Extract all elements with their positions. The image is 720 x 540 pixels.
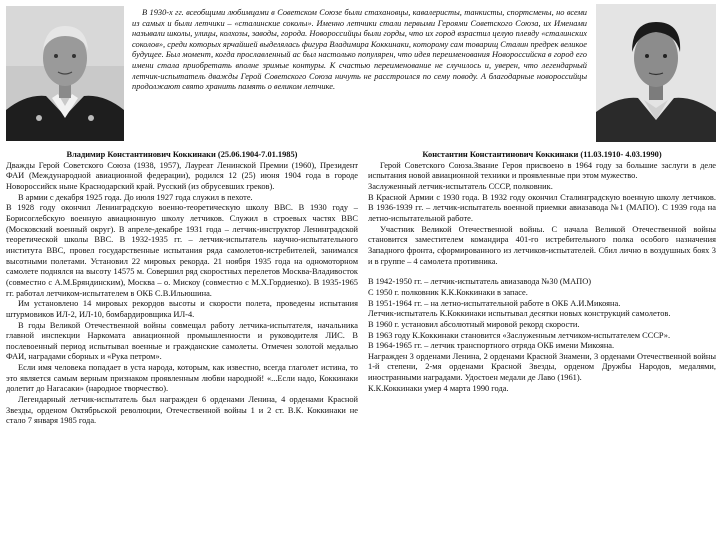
left-paragraphs (6, 161, 358, 427)
paragraph (368, 267, 716, 277)
paragraph: В 1964-1965 гг. – летчик транспортного отряда ОКБ имени Микояна. (368, 341, 615, 351)
paragraph: Дважды Герой Советского Союза (1938, 1957), Лауреат Ленинской Премии (1960), Президент ФАИ (Международной авиационной федерации), родился 12 (25) июня 1904 года в городе Новороссийск ныне Краснодарский край. Русский (из обрусевших греков). (6, 160, 358, 191)
portrait-photo-konstantin (596, 4, 716, 142)
paragraph: В армии с декабря 1925 года. До июля 1927 года служил в пехоте. (18, 192, 253, 202)
paragraph: Им установлено 14 мировых рекордов высоты и скорости полета, проведены испытания штурмовиков ИЛ-2, ИЛ-10, бомбардировщика ИЛ-4. (6, 299, 358, 319)
paragraph: В 1960 г. установил абсолютный мировой рекорд скорости. (368, 319, 580, 329)
paragraph: В 1951-1964 гг. – на летно-испытательной работе в ОКБ А.И.Микояна. (368, 298, 621, 308)
left-heading: Владимир Константинович Коккинаки (25.06.1904-7.01.1985) (66, 150, 298, 159)
paragraph: В годы Великой Отечественной войны совмещал работу летчика-испытателя, начальника главной инспекции Наркомата авиационной промышленности и руководителя ЛИС. В послевоенный период испытывал военные и гражданские самолеты. Отмечен золотой медалью ФАИ, наградами сборных и «Рука петром». (6, 320, 358, 362)
paragraph: С 1950 г. полковник К.К.Коккинаки в запасе. (368, 287, 528, 297)
paragraph: Легендарный летчик-испытатель был награжден 6 орденами Ленина, 4 орденами Красной Звезды, орденом Октябрьской революции, Отечественной войны 1 и 2 ст. В.К. Коккинаки не стало 7 января 1985 года. (6, 395, 358, 426)
paragraph: Участник Великой Отечественной войны. С начала Великой Отечественной войны становится заместителем командира 401-го истребительного полка особого назначения Западного фронта, сформированного из летчиков-испытателей. Сбил лично в воздушных боях 3 и в группе – 4 самолета противника. (368, 224, 716, 266)
right-biography-column (368, 150, 716, 538)
paragraph: К.К.Коккинаки умер 4 марта 1990 года. (368, 383, 509, 393)
intro-text: В 1930-х гг. всеобщими любимцами в Советском Союзе были стахановцы, кавалеристы, танкисты, спортсмены, но всеми из самых и были летчики – «сталинские соколы». Именно летчики стали первыми Героями Советского Союза, их Именами называли школы, улицы, колхозы, заводы, города. Новороссийцы были горды, что их город взрастил целую плеяду «сталинских соколов», среди которых ярчайшей выделялась фигура Владимира Коккинаки, которому сам товарищ Сталин предрек великое будущее. Был момент, когда прославленный ас был настолько популярен, что идея переименования Новороссийска в город его имени стала приобретать вполне зримые контуры. К счастью переименование не случилось и, уверен, что легендарный летчик-испытатель дважды Герой Советского Союза ничуть не расстроился по сему поводу. А благодарные новороссийцы продолжают свято хранить память о великом летчике. (132, 8, 587, 92)
paragraph: Герой Советского Союза.Звание Героя присвоено в 1964 году за большие заслуги в деле испытания новой авиационной техники и проявленные при этом мужество. (368, 160, 716, 181)
paragraph: В Красной Армии с 1930 года. В 1932 году окончил Сталинградскую военную школу летчиков. В 1936-1939 гг. – летчик-испытатель военной приемки авиазавода №1 (МАПО). С 1939 года на летно-испытательной работе. (368, 192, 716, 223)
right-heading: Константин Константинович Коккинаки (11.03.1910- 4.03.1990) (422, 150, 662, 159)
paragraph: Награжден 3 орденами Ленина, 2 орденами Красной Знамени, 3 орденами Отечественной войны 1-й степени, 2-мя орденами Красной Звезды, орденом Дружбы Народов, медалями, иностранными наградами. Удостоен медали де Лаво (1961). (368, 351, 716, 383)
paragraph: Летчик-испытатель К.Коккинаки испытывал десятки новых конструкций самолетов. (368, 309, 671, 319)
paragraph: Заслуженный летчик-испытатель СССР, полковник. (368, 181, 553, 191)
left-biography-column (6, 150, 358, 538)
right-paragraphs (368, 161, 716, 395)
paragraph: В 1928 году окончил Ленинградскую военно-теоретическую школу ВВС. В 1930 году – Борисоглебскую военную авиационную школу летчиков. Служил в строевых частях ВВС (Московский военный округ). В апреле-декабре 1931 года – летчик-инструктор Ленинградской теоретической школы ВВС. В 1932-1935 гг. – летчик-испытатель научно-испытательного института ВВС, провел государственные испытания ряда самолетов-истребителей, занимался высотными полетами. Установил 22 мировых рекорда. 21 ноября 1935 года на одномоторном самолете поднялся на высоту 14575 м. Совершил ряд скоростных перелетов Москва-Владивосток (совместно с А.М.Бряндинским), Москва – о. Мискоу (совместно с М.Х.Гордиенко). В 1935-1965 гг. работал летчиком-испытателем в ОКБ С.В.Ильюшина. (6, 203, 358, 298)
paragraph: В 1963 году К.Коккинаки становится «Заслуженным летчиком-испытателем СССР». (368, 330, 671, 340)
portrait-photo-vladimir (6, 6, 124, 141)
paragraph: Если имя человека попадает в уста народа, которым, как известно, всегда глаголет истина, то это является самым верным признаком проявленным любви народной! «...Если надо, Коккинаки долетит до Нагасаки» (народное творчество). (6, 363, 358, 394)
paragraph: В 1942-1950 гг. – летчик-испытатель авиазавода №30 (МАПО) (368, 277, 592, 287)
